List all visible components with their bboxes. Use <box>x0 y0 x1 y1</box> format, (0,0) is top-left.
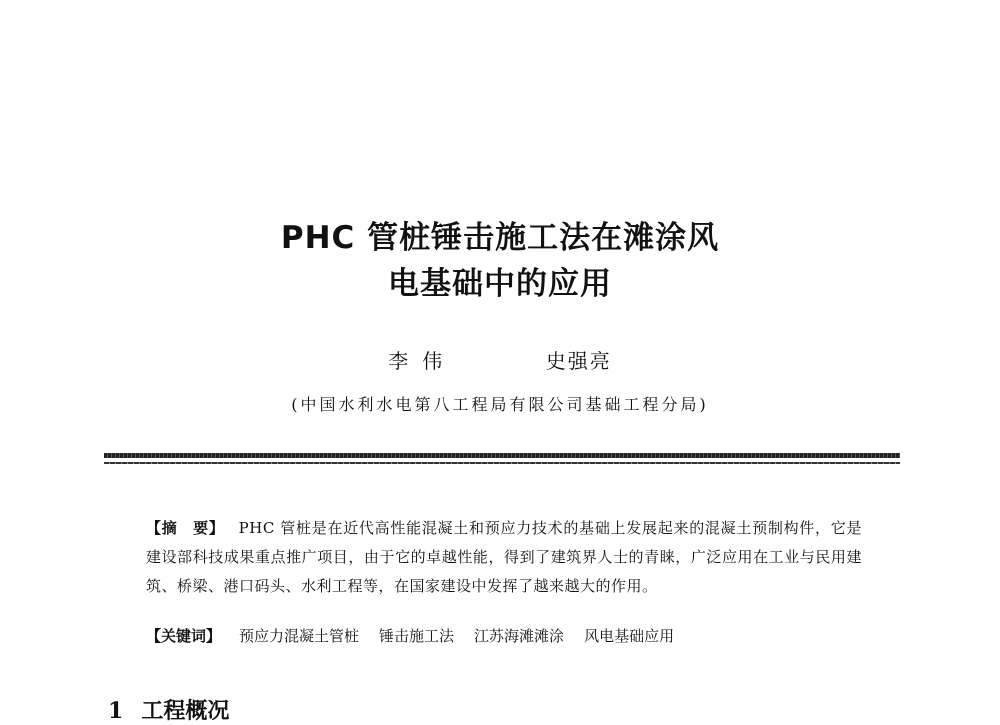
author-name: 李伟 <box>388 349 457 373</box>
section-number: 1 <box>108 698 124 724</box>
paper-title-line-1: PHC 管桩锤击施工法在滩涂风 <box>280 220 720 256</box>
keyword-item: 锤击施工法 <box>379 627 455 645</box>
header-divider-thin <box>104 462 900 464</box>
author-name: 史强亮 <box>545 349 612 373</box>
keyword-item: 预应力混凝土管桩 <box>239 627 360 645</box>
abstract-text: PHC 管桩是在近代高性能混凝土和预应力技术的基础上发展起来的混凝土预制构件，它是建设部科技成果重点推广项目，由于它的卓越性能，得到了建筑界人士的青睐，广泛应用在工业与民用建筑、桥梁、港口码头、水利工程等，在国家建设中发挥了越来越大的作用。 <box>146 519 862 595</box>
keyword-item: 江苏海滩滩涂 <box>474 627 565 645</box>
abstract-label: 【摘 要】 <box>146 519 225 537</box>
paper-title-line-2: 电基础中的应用 <box>388 266 612 302</box>
section-heading <box>108 694 229 725</box>
keywords-label: 【关键词】 <box>146 627 222 645</box>
keywords-block <box>146 624 862 648</box>
keyword-item: 风电基础应用 <box>584 627 675 645</box>
abstract-block <box>146 514 862 601</box>
author-list <box>0 345 1000 374</box>
header-divider-thick <box>104 453 900 458</box>
section-title: 工程概况 <box>141 698 230 724</box>
author-affiliation: (中国水利水电第八工程局有限公司基础工程分局) <box>291 395 709 414</box>
